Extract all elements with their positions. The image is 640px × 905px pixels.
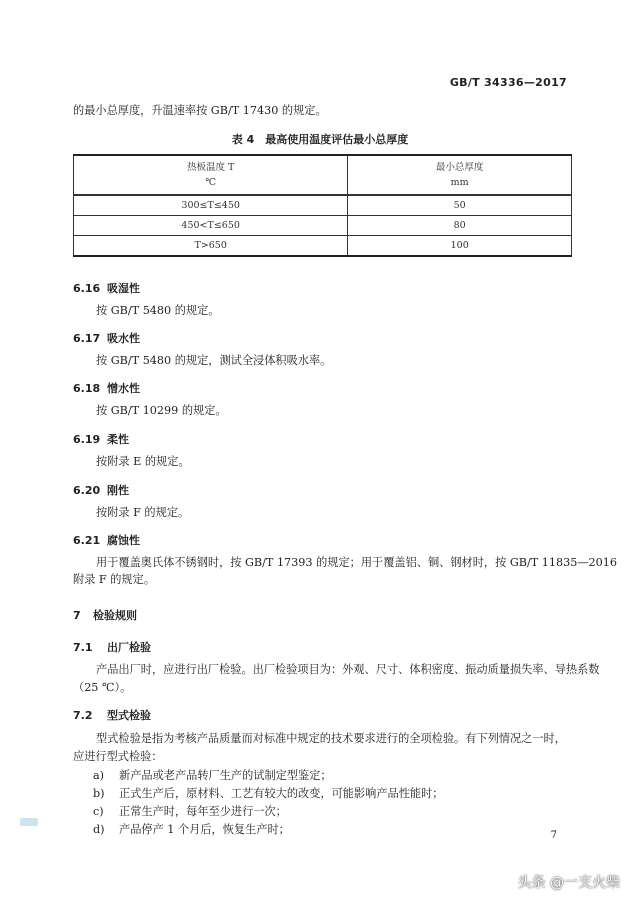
thickness-cell: 100: [348, 236, 572, 257]
watermark: 头条 @一支火柴: [517, 875, 620, 891]
section-body-6-16: 按 GB/T 5480 的规定。: [96, 304, 220, 317]
section-body-7-2-line2: 应进行型式检验：: [73, 750, 163, 763]
section-body-6-20: 按附录 F 的规定。: [96, 506, 190, 519]
section-number: 6.17: [73, 332, 101, 345]
section-body-6-18: 按 GB/T 10299 的规定。: [96, 404, 227, 417]
section-body-6-19: 按附录 E 的规定。: [96, 455, 190, 468]
list-item: [93, 767, 332, 783]
section-title: 吸水性: [107, 332, 140, 345]
list-label: b): [93, 787, 105, 800]
section-title: 刚性: [107, 484, 129, 497]
section-heading-7-2: [73, 707, 151, 723]
section-heading-6-21: [73, 532, 140, 548]
col-thickness-header: [348, 155, 572, 195]
section-number: 6.19: [73, 433, 101, 446]
thickness-header-label: 最小总厚度: [435, 162, 484, 173]
temperature-range-cell: 300≤T≤450: [74, 195, 348, 216]
list-text: 新产品或老产品转厂生产的试制定型鉴定；: [119, 769, 332, 782]
table-row: [74, 236, 572, 257]
list-item: [93, 803, 287, 819]
temperature-range-cell: T>650: [74, 236, 348, 257]
section-heading-6-16: [73, 280, 140, 296]
temperature-header-label: 热板温度 T: [187, 162, 235, 173]
section-number: 6.16: [73, 282, 101, 295]
temperature-range-cell: 450<T≤650: [74, 216, 348, 236]
section-title: 憎水性: [107, 382, 140, 395]
table-4: [73, 154, 572, 257]
section-body-6-21-line2: 附录 F 的规定。: [73, 573, 156, 586]
intro-line: 的最小总厚度，升温速率按 GB/T 17430 的规定。: [73, 104, 327, 117]
list-item: [93, 785, 443, 801]
section-number: 7.2: [73, 709, 93, 722]
list-label: c): [93, 805, 104, 818]
section-heading-6-18: [73, 380, 140, 396]
section-body-7-1-line1: 产品出厂时，应进行出厂检验。出厂检验项目为：外观、尺寸、体积密度、振动质量损失率、导热系数: [96, 663, 600, 676]
section-heading-6-20: [73, 482, 129, 498]
section-number: 7.1: [73, 641, 93, 654]
standard-number-header: GB/T 34336—2017: [449, 76, 567, 89]
section-body-6-21-line1: 用于覆盖奥氏体不锈钢时，按 GB/T 17393 的规定；用于覆盖铝、铜、钢材时，按 GB/T 11835—2016: [96, 556, 618, 569]
section-number: 6.18: [73, 382, 101, 395]
table-row: [74, 195, 572, 216]
col-temperature-header: [74, 155, 348, 195]
list-text: 正式生产后，原材料、工艺有较大的改变，可能影响产品性能时；: [119, 787, 444, 800]
section-body-7-1-line2: （25 ℃）。: [73, 681, 132, 694]
list-label: a): [93, 769, 105, 782]
section-heading-6-17: [73, 330, 140, 346]
section-heading-7-1: [73, 639, 151, 655]
thickness-header-unit: mm: [450, 177, 469, 188]
section-title: 吸湿性: [107, 282, 140, 295]
table-header-row: [74, 155, 572, 195]
scan-mark-icon: [20, 818, 38, 826]
list-text: 产品停产 1 个月后，恢复生产时；: [119, 823, 290, 836]
temperature-header-unit: ℃: [205, 177, 216, 188]
thickness-cell: 80: [348, 216, 572, 236]
table-row: [74, 216, 572, 236]
list-item: [93, 821, 290, 837]
section-body-7-2-line1: 型式检验是指为考核产品质量而对标准中规定的技术要求进行的全项检验。有下列情况之一时，: [96, 732, 566, 745]
section-title: 腐蚀性: [107, 534, 140, 547]
section-number: 6.21: [73, 534, 101, 547]
table-caption: 表 4 最高使用温度评估最小总厚度: [231, 133, 409, 146]
section-title: 检验规则: [93, 609, 137, 622]
section-number: 6.20: [73, 484, 101, 497]
thickness-cell: 50: [348, 195, 572, 216]
section-title: 出厂检验: [107, 641, 151, 654]
section-title: 柔性: [107, 433, 129, 446]
section-number: 7: [73, 609, 81, 622]
list-text: 正常生产时，每年至少进行一次；: [119, 805, 287, 818]
section-title: 型式检验: [107, 709, 151, 722]
chapter-heading-7: [73, 607, 137, 623]
section-body-6-17: 按 GB/T 5480 的规定，测试全浸体积吸水率。: [96, 354, 332, 367]
section-heading-6-19: [73, 431, 129, 447]
page-number: 7: [550, 830, 557, 841]
list-label: d): [93, 823, 105, 836]
